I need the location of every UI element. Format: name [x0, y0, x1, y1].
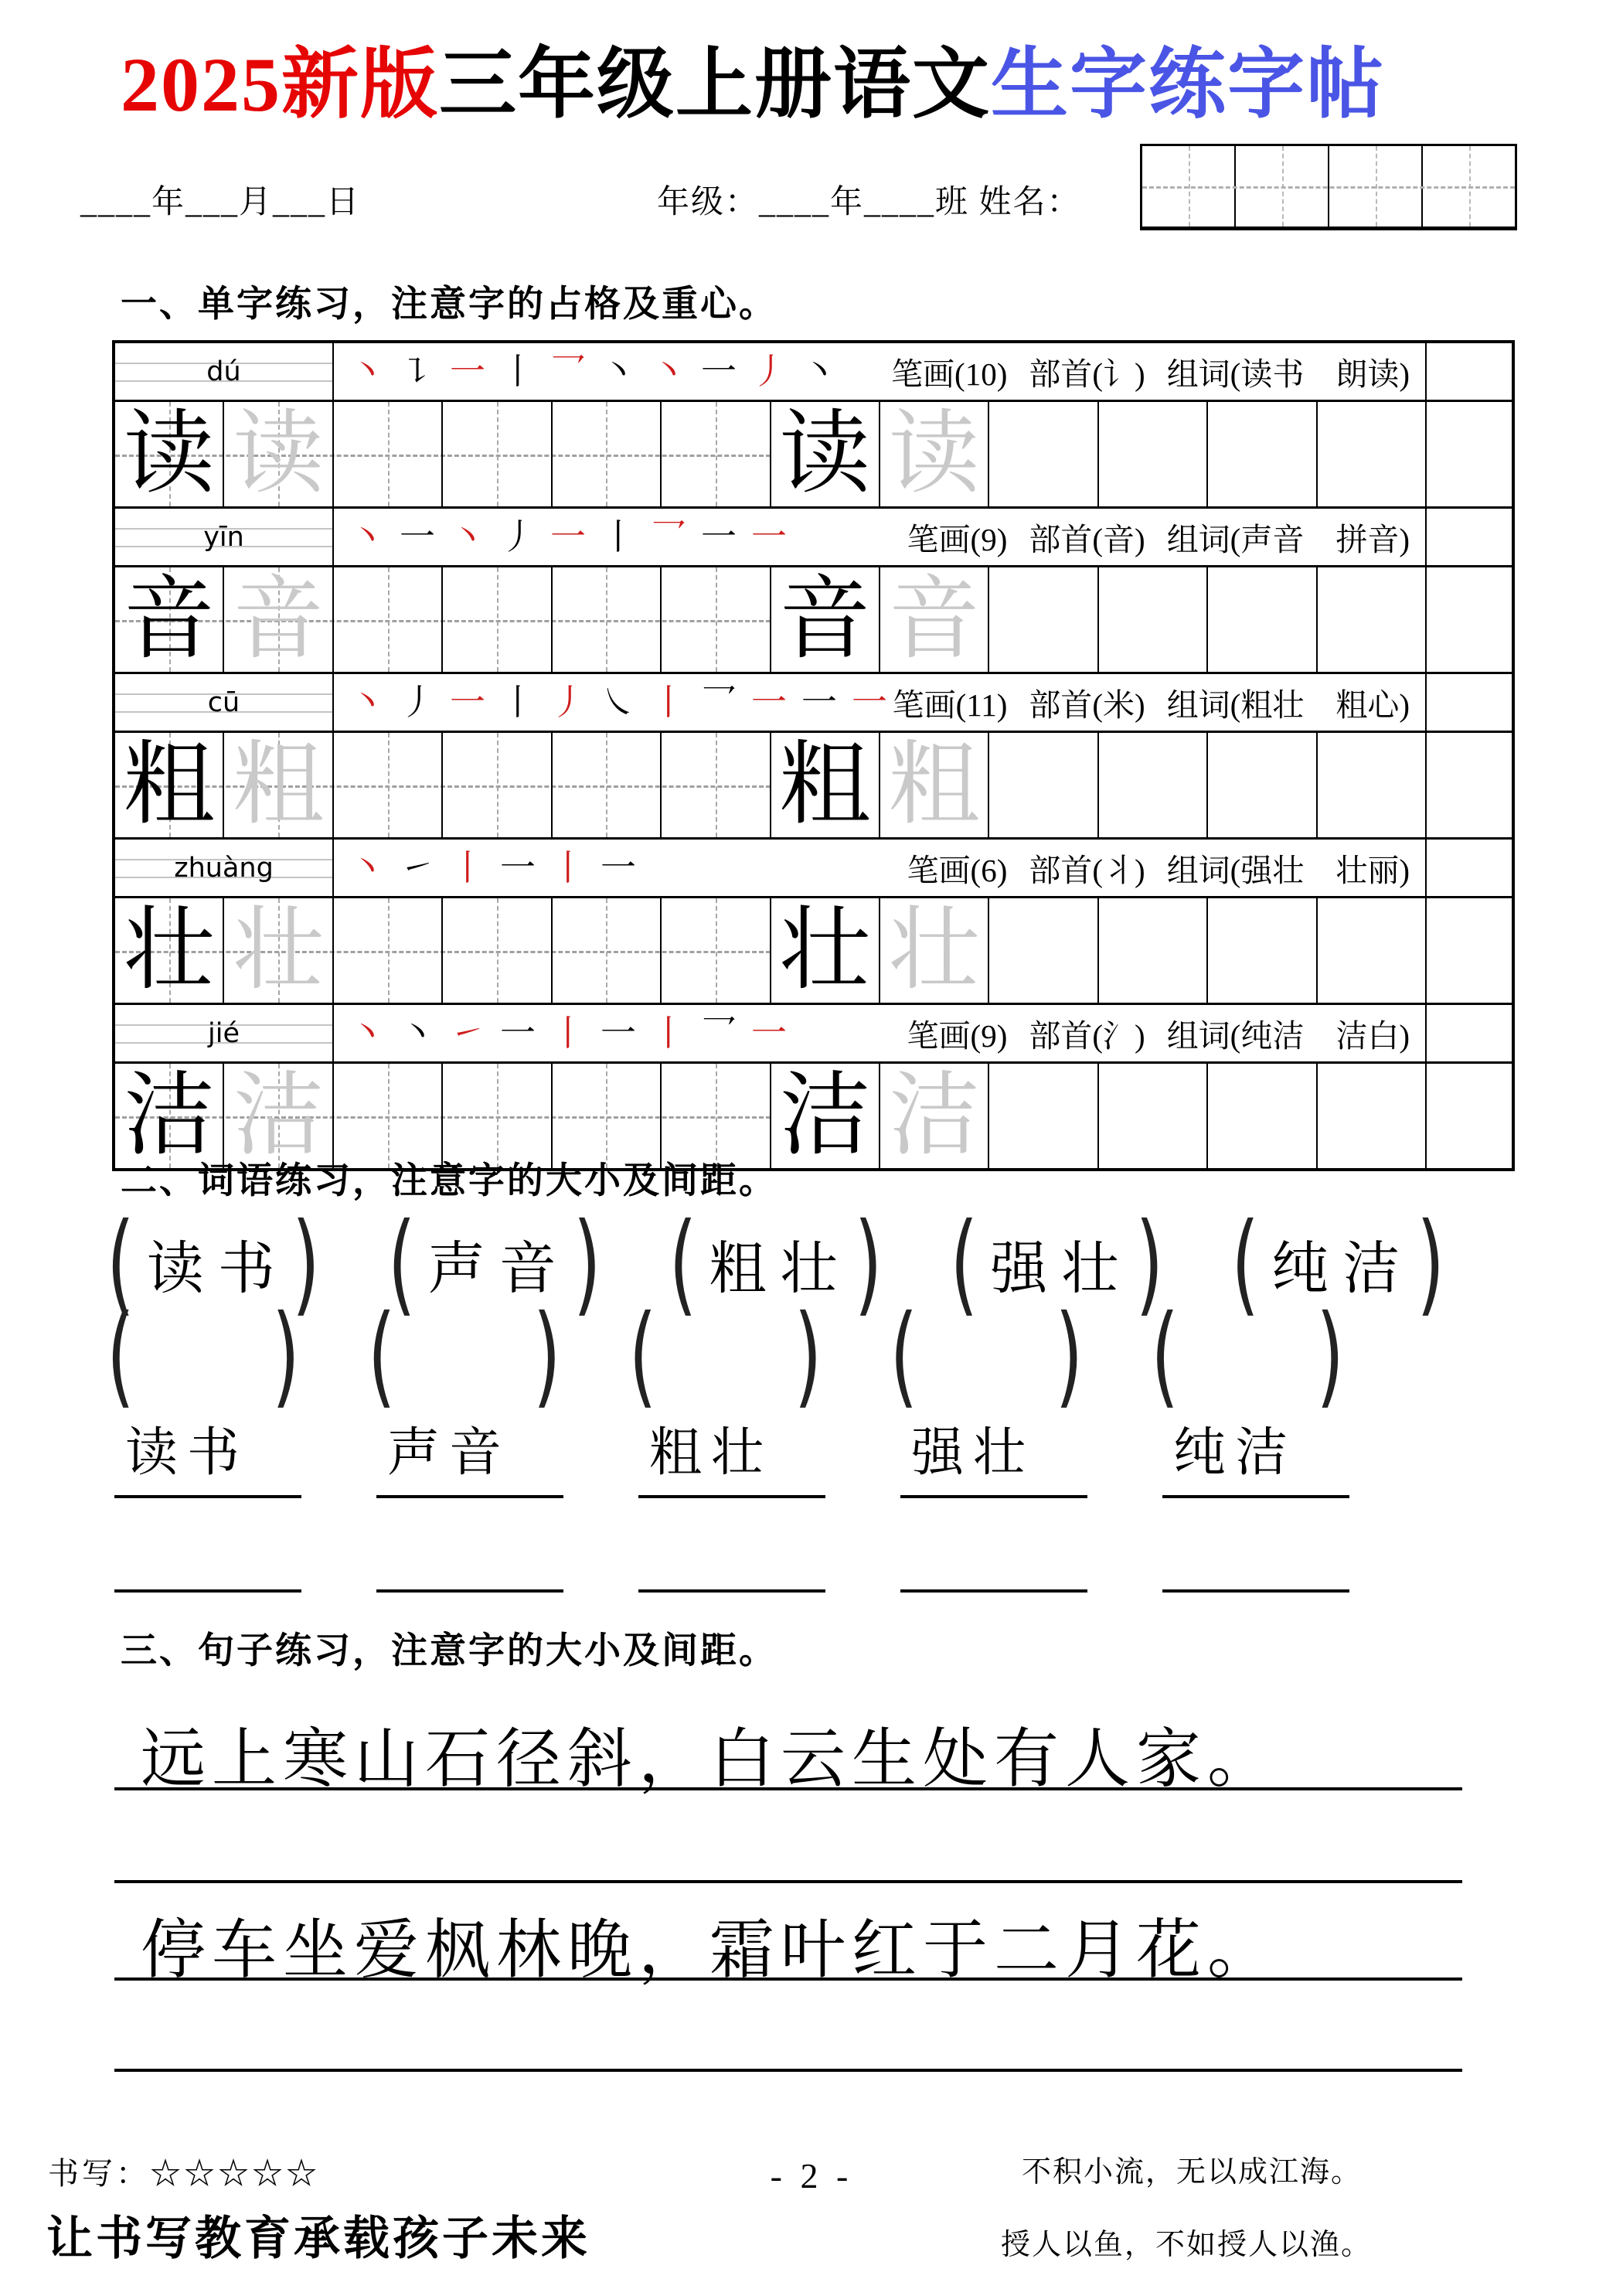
stroke-order-strip	[349, 516, 787, 557]
stroke-step: 丿	[400, 682, 435, 722]
practice-cell[interactable]	[553, 898, 662, 1003]
model-character: 壮	[123, 899, 215, 1001]
practice-cell[interactable]	[443, 733, 552, 837]
pinyin-label: yīn	[203, 521, 244, 553]
close-paren: )	[1316, 1291, 1345, 1420]
empty-paren-group	[628, 1291, 822, 1420]
stroke-step: 一	[751, 1013, 787, 1053]
stroke-step: 丨	[550, 1013, 586, 1053]
practice-cell[interactable]	[880, 402, 989, 506]
practice-cell[interactable]	[1208, 733, 1317, 837]
word-underlined: 读书	[114, 1424, 301, 1498]
practice-cell-narrow[interactable]	[1427, 1064, 1512, 1168]
radical-label: 部首(讠)	[1029, 356, 1145, 392]
stroke-step: 丶	[349, 682, 385, 722]
practice-cell[interactable]	[334, 567, 443, 672]
word-underlined: 粗壮	[638, 1424, 825, 1498]
close-paren: )	[794, 1291, 822, 1420]
trace-character: 洁	[888, 1065, 980, 1167]
sentence-blank-underline-2	[114, 2069, 1462, 2072]
compound-words-label: 组词(读书 朗读)	[1166, 356, 1410, 392]
word-blank-underline[interactable]	[114, 1576, 301, 1593]
character-header-row	[115, 1005, 1512, 1064]
open-paren: (	[387, 1199, 416, 1328]
word-label: 读书	[146, 1238, 289, 1301]
pinyin-cell	[115, 840, 334, 896]
open-paren: (	[628, 1291, 657, 1420]
word-label: 纯洁	[1271, 1238, 1414, 1301]
practice-cell[interactable]	[334, 733, 443, 837]
practice-cell[interactable]	[662, 567, 771, 672]
radical-label: 部首(丬)	[1029, 853, 1145, 888]
stroke-step: 一	[601, 1013, 636, 1053]
stroke-step: 一	[550, 516, 586, 557]
stroke-step: ㇊	[400, 351, 435, 391]
trace-character: 壮	[233, 899, 325, 1001]
compound-words-label: 组词(强壮 壮丽)	[1166, 853, 1410, 888]
open-paren: (	[950, 1199, 978, 1328]
character-row-group	[115, 509, 1512, 674]
header-corner-cell	[1427, 840, 1512, 896]
word-blank-underline[interactable]	[1162, 1576, 1349, 1593]
practice-cell[interactable]	[771, 898, 880, 1003]
pinyin-label: jié	[208, 1017, 240, 1049]
word-blank-underline[interactable]	[638, 1576, 825, 1593]
stroke-step: 丶	[651, 351, 686, 391]
stroke-step: 一	[801, 682, 837, 722]
stroke-step: ㇀	[450, 1013, 485, 1053]
practice-cell[interactable]	[1318, 733, 1427, 837]
trace-character: 音	[233, 568, 325, 670]
model-character: 粗	[779, 734, 871, 836]
stroke-step: 丶	[601, 351, 636, 391]
stroke-step: 一	[751, 516, 787, 557]
stroke-step: 丨	[651, 682, 686, 722]
compound-words-label: 组词(纯洁 洁白)	[1166, 1018, 1410, 1054]
pinyin-label: zhuàng	[174, 852, 274, 884]
word-paren-group	[669, 1199, 883, 1328]
close-paren: )	[1135, 1199, 1164, 1328]
stroke-step: 一	[450, 351, 485, 391]
stroke-step: 一	[500, 1013, 536, 1053]
model-character: 音	[123, 568, 215, 670]
practice-cell[interactable]	[334, 898, 443, 1003]
header-corner-cell	[1427, 509, 1512, 565]
stroke-count-label: 笔画(9)	[907, 1018, 1008, 1054]
footer-quote-1: 不积小流，无以成江海。	[1022, 2156, 1363, 2189]
practice-cell[interactable]	[880, 567, 989, 672]
stroke-step: 一	[751, 682, 787, 722]
close-paren: )	[271, 1291, 300, 1420]
stroke-step: 乛	[550, 351, 586, 391]
stroke-order-cell	[334, 840, 1427, 896]
trace-character: 音	[888, 568, 980, 670]
title-year-part: 2025新版	[121, 42, 439, 128]
practice-cell[interactable]	[224, 1064, 333, 1168]
empty-paren-group	[1151, 1291, 1345, 1420]
practice-cell[interactable]	[1208, 567, 1317, 672]
header-corner-cell	[1427, 674, 1512, 731]
practice-cell-narrow[interactable]	[1427, 402, 1512, 506]
stroke-step: 丶	[349, 516, 385, 557]
pinyin-label: cū	[207, 686, 240, 718]
footer-quote-2: 授人以鱼，不如授人以渔。	[1001, 2229, 1373, 2261]
stroke-order-cell	[334, 509, 1427, 565]
handwriting-rating-stars: 书写：☆☆☆☆☆	[48, 2156, 320, 2191]
stroke-step: 乛	[701, 682, 737, 722]
stroke-order-strip	[349, 1013, 787, 1053]
stroke-count-label: 笔画(9)	[907, 522, 1008, 557]
word-list-parenthesized	[107, 1199, 1445, 1328]
practice-cell-narrow[interactable]	[1427, 733, 1512, 837]
close-paren: )	[1055, 1291, 1084, 1420]
practice-cell[interactable]	[224, 898, 333, 1003]
practice-cell[interactable]	[989, 1064, 1098, 1168]
stroke-step: 丨	[450, 847, 485, 887]
practice-cell[interactable]	[224, 567, 333, 672]
pinyin-cell	[115, 1005, 334, 1061]
practice-cell[interactable]	[771, 567, 880, 672]
practice-cell[interactable]	[880, 733, 989, 837]
model-character: 壮	[779, 899, 871, 1001]
practice-cell[interactable]	[443, 402, 552, 506]
practice-cell[interactable]	[553, 567, 662, 672]
trace-character: 洁	[233, 1065, 325, 1167]
close-paren: )	[1417, 1199, 1445, 1328]
stroke-step: 丨	[651, 1013, 686, 1053]
close-paren: )	[291, 1199, 320, 1328]
practice-cell[interactable]	[989, 898, 1098, 1003]
character-header-row	[115, 674, 1512, 733]
practice-cell[interactable]	[1099, 402, 1208, 506]
stroke-step: 一	[400, 516, 435, 557]
compound-words-label: 组词(声音 拼音)	[1166, 522, 1410, 557]
character-row-group	[115, 343, 1512, 509]
sentence-one: 远上寒山石径斜，白云生处有人家。	[141, 1724, 1279, 1796]
practice-cell[interactable]	[880, 898, 989, 1003]
model-character: 粗	[123, 734, 215, 836]
word-blank-underline[interactable]	[900, 1576, 1087, 1593]
practice-cell[interactable]	[1208, 1064, 1317, 1168]
stroke-count-label: 笔画(11)	[892, 687, 1008, 723]
stroke-order-cell	[334, 674, 1427, 731]
practice-cell[interactable]	[1099, 567, 1208, 672]
practice-cell[interactable]	[1208, 898, 1317, 1003]
practice-cell[interactable]	[771, 733, 880, 837]
practice-cell[interactable]	[1099, 733, 1208, 837]
close-paren: )	[854, 1199, 883, 1328]
practice-cell[interactable]	[443, 567, 552, 672]
footer-slogan: 让书写教育承载孩子未来	[46, 2213, 590, 2264]
practice-row	[115, 733, 1512, 840]
practice-cell[interactable]	[115, 402, 224, 506]
open-paren: (	[107, 1199, 134, 1328]
word-label: 声音	[427, 1238, 570, 1301]
stroke-step: 丶	[349, 1013, 385, 1053]
page-number: - 2 -	[770, 2156, 853, 2196]
character-info	[891, 349, 1410, 394]
word-label: 粗壮	[709, 1238, 852, 1301]
stroke-step: 丶	[450, 516, 485, 557]
close-paren: )	[532, 1291, 561, 1420]
stroke-step: 丶	[349, 847, 385, 887]
practice-cell[interactable]	[1099, 1064, 1208, 1168]
pinyin-cell	[115, 674, 334, 731]
stroke-order-cell	[334, 1005, 1427, 1061]
practice-cell[interactable]	[443, 898, 552, 1003]
sentence-one-underline	[114, 1787, 1462, 1790]
practice-cell[interactable]	[1318, 567, 1427, 672]
practice-cell[interactable]	[553, 402, 662, 506]
trace-character: 粗	[888, 734, 980, 836]
stroke-step: 丨	[500, 351, 536, 391]
practice-cell[interactable]	[1318, 402, 1427, 506]
close-paren: )	[573, 1199, 601, 1328]
word-list-empty-underlines	[114, 1576, 1349, 1593]
word-label: 强壮	[990, 1238, 1133, 1301]
stroke-step: ㇏	[601, 682, 636, 722]
character-info	[907, 514, 1410, 560]
character-info	[907, 845, 1410, 891]
stroke-step: ㇀	[400, 847, 435, 887]
model-character: 洁	[779, 1065, 871, 1167]
trace-character: 读	[233, 403, 325, 505]
practice-cell[interactable]	[1099, 898, 1208, 1003]
stroke-count-label: 笔画(10)	[891, 356, 1008, 392]
practice-cell[interactable]	[771, 402, 880, 506]
practice-cell[interactable]	[1318, 1064, 1427, 1168]
practice-cell[interactable]	[224, 402, 333, 506]
stroke-step: 丶	[349, 351, 385, 391]
practice-cell[interactable]	[662, 402, 771, 506]
trace-character: 读	[888, 403, 980, 505]
stroke-step: 丿	[751, 351, 787, 391]
pinyin-cell	[115, 343, 334, 400]
stroke-step: 一	[500, 847, 536, 887]
character-header-row	[115, 509, 1512, 567]
practice-cell-narrow[interactable]	[1427, 898, 1512, 1003]
stroke-step: 一	[701, 516, 737, 557]
word-underlined: 强壮	[900, 1424, 1087, 1498]
practice-cell[interactable]	[1318, 898, 1427, 1003]
open-paren: (	[367, 1291, 396, 1420]
stroke-step: 乛	[651, 516, 686, 557]
practice-cell[interactable]	[662, 898, 771, 1003]
word-underlined: 纯洁	[1162, 1424, 1349, 1498]
practice-cell[interactable]	[662, 733, 771, 837]
practice-cell[interactable]	[989, 733, 1098, 837]
practice-cell[interactable]	[115, 733, 224, 837]
radical-label: 部首(米)	[1029, 687, 1145, 723]
word-blank-underline[interactable]	[376, 1576, 563, 1593]
empty-paren-group	[890, 1291, 1084, 1420]
page-title	[121, 22, 1385, 133]
word-list-empty-parentheses	[107, 1291, 1345, 1420]
sentence-two: 停车坐爱枫林晚，霜叶红于二月花。	[141, 1915, 1279, 1987]
stroke-step: 一	[450, 682, 485, 722]
stroke-order-strip	[349, 847, 636, 887]
stroke-step: 一	[601, 847, 636, 887]
stroke-step: 丨	[550, 847, 586, 887]
stroke-order-strip	[349, 682, 887, 722]
character-row-group	[115, 1005, 1512, 1168]
sentence-blank-underline-1	[114, 1880, 1462, 1883]
stroke-order-cell	[334, 343, 1427, 400]
word-list-underlined	[114, 1424, 1349, 1498]
character-practice-table	[112, 340, 1515, 1171]
practice-cell[interactable]	[1208, 402, 1317, 506]
practice-row	[115, 898, 1512, 1005]
word-paren-group	[387, 1199, 601, 1328]
open-paren: (	[1231, 1199, 1260, 1328]
practice-row	[115, 567, 1512, 674]
practice-cell-narrow[interactable]	[1427, 567, 1512, 672]
stroke-step: 一	[852, 682, 887, 722]
open-paren: (	[107, 1291, 134, 1420]
model-character: 读	[779, 403, 871, 505]
open-paren: (	[669, 1199, 697, 1328]
title-grade-part: 三年级上册语文	[439, 42, 991, 128]
section-three-heading: 三、句子练习，注意字的大小及间距。	[121, 1631, 777, 1671]
character-row-group	[115, 840, 1512, 1005]
name-grid-center-dash	[1142, 186, 1515, 189]
character-info	[893, 680, 1410, 725]
stroke-step: 乛	[701, 1013, 737, 1053]
character-header-row	[115, 840, 1512, 898]
pinyin-cell	[115, 509, 334, 565]
name-practice-grid	[1140, 144, 1517, 230]
empty-paren-group	[107, 1291, 300, 1420]
practice-row	[115, 402, 1512, 509]
word-underlined: 声音	[376, 1424, 563, 1498]
stroke-step: 丿	[550, 682, 586, 722]
section-two-heading: 二、词语练习，注意字的大小及间距。	[121, 1161, 777, 1201]
practice-cell[interactable]	[989, 567, 1098, 672]
open-paren: (	[1151, 1291, 1179, 1420]
stroke-step: 丨	[500, 682, 536, 722]
practice-cell[interactable]	[334, 402, 443, 506]
model-character: 读	[123, 403, 215, 505]
date-fill-line: ____年___月___日	[80, 185, 361, 220]
practice-cell[interactable]	[553, 733, 662, 837]
character-row-group	[115, 674, 1512, 840]
header-corner-cell	[1427, 343, 1512, 400]
character-info	[907, 1010, 1410, 1056]
practice-cell[interactable]	[224, 733, 333, 837]
open-paren: (	[890, 1291, 918, 1420]
sentence-two-underline	[114, 1977, 1462, 1981]
practice-cell[interactable]	[880, 1064, 989, 1168]
practice-cell[interactable]	[115, 1064, 224, 1168]
empty-paren-group	[367, 1291, 561, 1420]
practice-cell[interactable]	[771, 1064, 880, 1168]
trace-character: 粗	[233, 734, 325, 836]
class-name-fill-line: 年级：____年____班 姓名：	[657, 185, 1081, 220]
model-character: 洁	[123, 1065, 215, 1167]
trace-character: 壮	[888, 899, 980, 1001]
header-corner-cell	[1427, 1005, 1512, 1061]
stroke-step: 一	[701, 351, 737, 391]
compound-words-label: 组词(粗壮 粗心)	[1166, 687, 1410, 723]
character-header-row	[115, 343, 1512, 402]
practice-cell[interactable]	[115, 567, 224, 672]
stroke-step: 丶	[400, 1013, 435, 1053]
practice-cell[interactable]	[989, 402, 1098, 506]
stroke-count-label: 笔画(6)	[907, 853, 1008, 888]
pinyin-label: dú	[206, 356, 241, 387]
practice-cell[interactable]	[115, 898, 224, 1003]
model-character: 音	[779, 568, 871, 670]
stroke-step: 丨	[601, 516, 636, 557]
title-copybook-part: 生字练字帖	[991, 42, 1385, 128]
radical-label: 部首(氵)	[1029, 1018, 1145, 1054]
stroke-order-strip	[349, 351, 837, 391]
section-one-heading: 一、单字练习，注意字的占格及重心。	[121, 284, 777, 325]
stroke-step: 丶	[801, 351, 837, 391]
radical-label: 部首(音)	[1029, 522, 1145, 557]
stroke-step: 丿	[500, 516, 536, 557]
